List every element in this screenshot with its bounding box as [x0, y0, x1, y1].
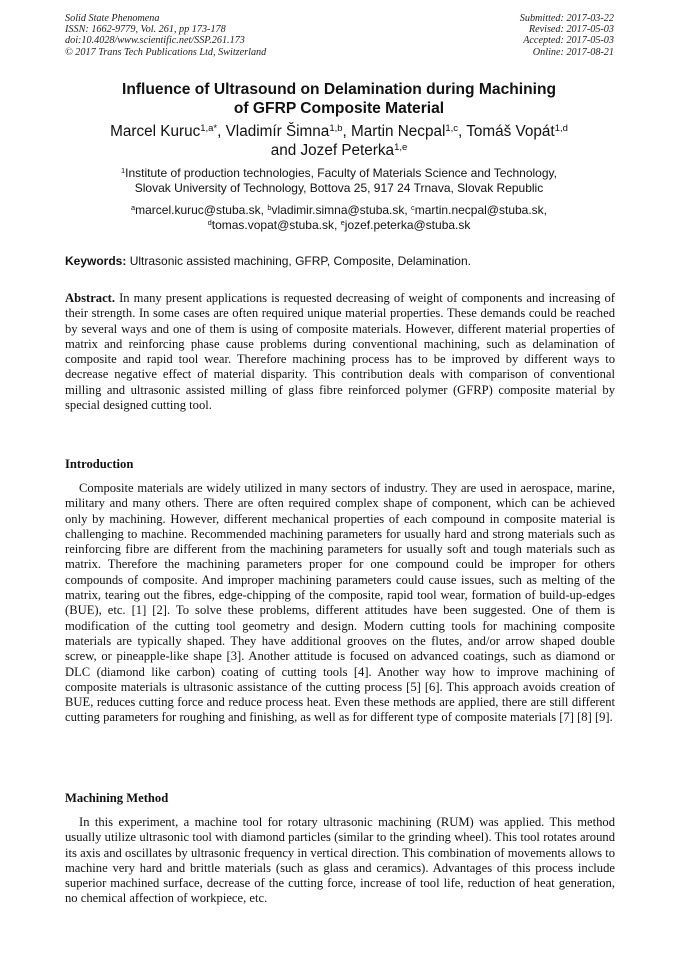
- date-accepted: Accepted: 2017-05-03: [523, 35, 614, 47]
- date-submitted: Submitted: 2017-03-22: [519, 13, 614, 24]
- author-list: [0, 122, 678, 160]
- email-address[interactable]: marcel.kuruc@stuba.sk,: [135, 203, 268, 217]
- publication-dates: [520, 13, 614, 58]
- email-mark: a: [130, 202, 136, 212]
- email-address[interactable]: martin.necpal@stuba.sk,: [414, 203, 548, 217]
- machining-method-paragraph: In this experiment, a machine tool for rotary ultrasonic machining (RUM) was applied. This method usually utilize ultrasonic tool with diamond particles (similar to the grinding wheel). This tool rotates around its axis and oscillates by ultrasonic frequency in vertical direction. This combination of movements allows to machine very hard and brittle materials (such as glass and ceramics). Advantages of this process include superior machined surface, decrease of the cutting force, increase of tool life, reduction of heat generation, no chemical affection of workpiece, etc.: [65, 815, 615, 906]
- email-mark: c: [411, 202, 415, 212]
- email-mark: d: [207, 217, 212, 227]
- affiliation-text: Institute of production technologies, Faculty of Materials Science and Technology,: [125, 166, 557, 180]
- author-affiliation-mark: 1,d: [554, 122, 568, 134]
- email-address[interactable]: vladimir.simna@stuba.sk,: [271, 203, 412, 217]
- author-affiliation-mark: 1,a*: [200, 122, 218, 134]
- email-mark: b: [267, 202, 272, 212]
- journal-issn: ISSN: 1662-9779, Vol. 261, pp 173-178: [65, 24, 226, 36]
- journal-info: [65, 13, 266, 58]
- keywords: [65, 254, 621, 269]
- affiliation-line-1: [0, 166, 678, 181]
- email-line-2: [0, 218, 678, 233]
- author-separator: ,: [458, 123, 467, 140]
- journal-doi: doi:10.4028/www.scientific.net/SSP.261.173: [65, 35, 245, 47]
- author-line-2: [0, 141, 678, 160]
- affiliation: [0, 166, 678, 196]
- affiliation-line-2: Slovak University of Technology, Bottova 25, 917 24 Trnava, Slovak Republic: [134, 181, 544, 195]
- author-affiliation-mark: 1,b: [329, 122, 343, 134]
- author-name: Tomáš Vopát: [466, 123, 555, 140]
- date-revised: Revised: 2017-05-03: [528, 24, 614, 36]
- journal-name: Solid State Phenomena: [65, 13, 160, 24]
- author-name: Vladimír Šimna: [225, 123, 330, 140]
- author-line-1: [0, 122, 678, 141]
- introduction-paragraph: Composite materials are widely utilized in many sectors of industry. They are used in aerospace, marine, military and many others. There are often required complex shape of component, which can be achieved only by machining. However, different mechanical properties of each compound in composite material is challenging to machine. Recommended machining parameters for usually hard and strong materials such as reinforcing fibre are different from the machining parameters for usually soft and tough materials such as matrix. Therefore the machining parameters proper for one compound could be improper for others compounds of composite. And improper machining parameters could cause issues, such as melting of the matrix, tearing out the fibres, edge-chipping of the composite, rapid tool wear, formation of build-up-edges (BUE), etc. [1] [2]. To solve these problems, different attitudes have been suggested. One of them is modification of the cutting tool geometry and design. Modern cutting tools for machining composite materials are typically shaped. They have additional grooves on the flutes, and/or arrow shaped double screw, or pineapple-like shape [3]. Another attitude is focused on advanced coatings, such as diamond or DLC (diamond like carbon) coating of cutting tools [4]. Another way how to improve machining of composite materials is ultrasonic assistance of the cutting process [5] [6]. This approach avoids creation of BUE, reduces cutting force and reduce process heat. Even these methods are applied, there are still different cutting parameters for roughing and finishing, as well as for different type of composite materials [7] [8] [9].: [65, 481, 615, 725]
- keywords-text: Ultrasonic assisted machining, GFRP, Composite, Delamination.: [126, 254, 471, 268]
- email-address[interactable]: jozef.peterka@stuba.sk: [344, 217, 471, 232]
- email-mark: e: [340, 217, 345, 227]
- affiliation-mark: 1: [121, 165, 126, 175]
- email-line-1: [0, 203, 678, 218]
- email-address[interactable]: tomas.vopat@stuba.sk,: [211, 217, 341, 232]
- paper-title-line-1: Influence of Ultrasound on Delamination during Machining: [121, 81, 557, 98]
- abstract: [65, 291, 615, 413]
- section-heading-introduction: Introduction: [65, 457, 134, 471]
- abstract-text: In many present applications is requested decreasing of weight of components and increasing of their strength. In some cases are often required unique material properties. These demands could be reached by several ways and one of them is using of composite materials. However, different material properties of matrix and reinforcing phase cause problems during conventional machining, such as delamination of composite and rapid tool wear. Therefore machining process has to be improved by different ways to decrease negative effect of material disparity. This contribution deals with comparison of conventional milling and ultrasonic assisted milling of glass fibre reinforced polymer (GFRP) composite material by special designed cutting tool.: [65, 291, 615, 413]
- author-affiliation-mark: 1,c: [445, 122, 459, 134]
- abstract-label: Abstract.: [65, 291, 116, 305]
- paper-title: [0, 81, 678, 118]
- journal-copyright: © 2017 Trans Tech Publications Ltd, Switzerland: [65, 46, 267, 58]
- author-separator: ,: [342, 123, 351, 140]
- keywords-label: Keywords:: [65, 254, 127, 268]
- author-name: and Jozef Peterka: [270, 142, 395, 159]
- paper-title-line-2: of GFRP Composite Material: [233, 99, 445, 117]
- author-affiliation-mark: 1,e: [394, 141, 408, 153]
- author-name: Martin Necpal: [351, 123, 446, 140]
- author-emails: [0, 203, 678, 232]
- section-heading-machining-method: Machining Method: [65, 791, 169, 805]
- author-name: Marcel Kuruc: [110, 123, 201, 140]
- author-separator: ,: [217, 123, 226, 140]
- date-online: Online: 2017-08-21: [532, 46, 614, 58]
